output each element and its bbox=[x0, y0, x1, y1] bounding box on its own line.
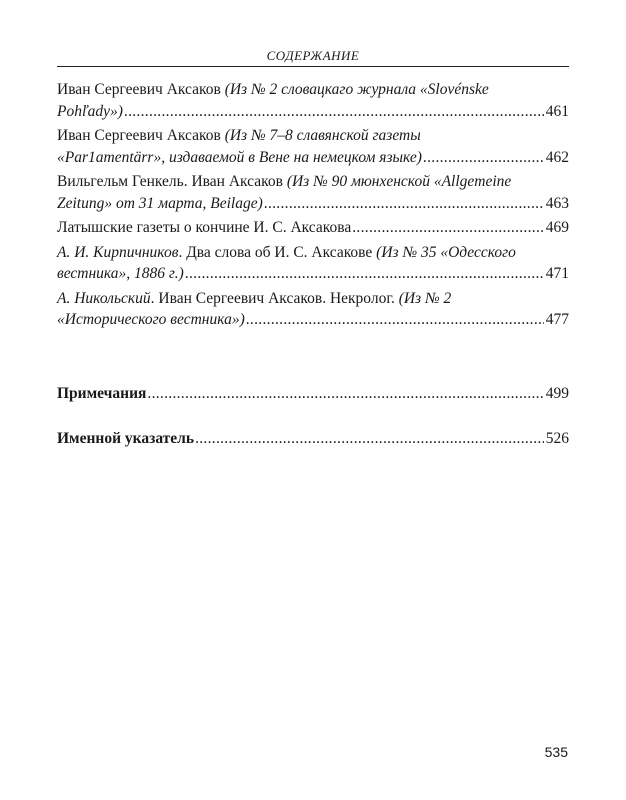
entry-line bbox=[57, 125, 569, 147]
entry-author-title: Иван Сергеевич Аксаков bbox=[57, 81, 225, 98]
dot-leader bbox=[246, 309, 544, 331]
entry-line bbox=[57, 171, 569, 193]
entry-source: (Из № 90 мюнхенской «Allgemeine bbox=[286, 173, 512, 190]
toc-entry-notes[interactable] bbox=[57, 383, 569, 405]
toc-entry[interactable] bbox=[57, 288, 569, 331]
running-header: СОДЕРЖАНИЕ bbox=[266, 48, 360, 63]
entry-author-title: Вильгельм Генкель. Иван Аксаков bbox=[57, 173, 287, 190]
entry-line-leader bbox=[57, 217, 569, 239]
dot-leader bbox=[264, 193, 544, 215]
table-of-contents bbox=[57, 79, 569, 453]
entry-line-leader bbox=[57, 101, 569, 123]
dot-leader bbox=[352, 217, 544, 239]
entry-line-leader bbox=[57, 383, 569, 405]
toc-entry[interactable] bbox=[57, 242, 569, 285]
page-number: 462 bbox=[545, 148, 569, 166]
entry-source: (Из № 2 bbox=[398, 289, 452, 307]
dot-leader bbox=[423, 147, 544, 169]
toc-entry[interactable] bbox=[57, 125, 569, 168]
index-title: Именной указатель bbox=[57, 430, 195, 447]
entry-source: (Из № 35 «Одесского bbox=[376, 243, 516, 261]
page-number: 526 bbox=[545, 430, 569, 447]
page-number-footer: 535 bbox=[544, 744, 568, 760]
entry-source-cont: вестника», 1886 г.) bbox=[57, 265, 184, 282]
entry-author-title: Иван Сергеевич Аксаков bbox=[57, 127, 225, 144]
entry-author: А. Никольский bbox=[57, 289, 151, 307]
entry-line-leader bbox=[57, 193, 569, 215]
entry-author-title: . Иван Сергеевич Аксаков. Некролог. bbox=[150, 289, 399, 307]
entry-source: (Из № 7–8 славянской газеты bbox=[224, 127, 421, 144]
page-number: 477 bbox=[545, 311, 569, 328]
entry-source-cont: «Исторического вестника») bbox=[57, 311, 245, 328]
dot-leader bbox=[147, 383, 543, 405]
page-number: 471 bbox=[545, 265, 569, 282]
dot-leader bbox=[124, 101, 544, 123]
notes-title: Примечания bbox=[57, 384, 147, 402]
entry-author-title: Латышские газеты о кончине И. С. Аксакова bbox=[57, 219, 352, 236]
dot-leader bbox=[195, 428, 544, 450]
page-number: 461 bbox=[545, 102, 569, 120]
entry-line bbox=[57, 288, 569, 310]
toc-entry-index[interactable] bbox=[57, 428, 569, 450]
toc-entry[interactable] bbox=[57, 171, 569, 214]
page-number: 469 bbox=[545, 219, 569, 236]
entry-author-title: . Два слова об И. С. Аксакове bbox=[178, 243, 377, 261]
entry-source-cont: «Par1amentärr», издаваемой в Вене на немецком языке) bbox=[57, 148, 422, 166]
entry-source-cont: Pohľady») bbox=[57, 102, 123, 120]
entry-line-leader bbox=[57, 147, 569, 169]
toc-entry[interactable] bbox=[57, 217, 569, 239]
entry-line bbox=[57, 242, 569, 264]
toc-entry[interactable] bbox=[57, 79, 569, 122]
page-number: 499 bbox=[545, 384, 569, 402]
page-number: 463 bbox=[545, 194, 569, 212]
entry-line bbox=[57, 79, 569, 101]
entry-source: (Из № 2 словацкаго журнала «Slovénske bbox=[224, 81, 489, 98]
dot-leader bbox=[185, 263, 544, 285]
entry-line-leader bbox=[57, 309, 569, 331]
entry-source-cont: Zeitung» от 31 марта, Beilage) bbox=[57, 194, 263, 212]
entry-line-leader bbox=[57, 428, 569, 450]
entry-line-leader bbox=[57, 263, 569, 285]
entry-author: А. И. Кирпичников bbox=[57, 243, 179, 261]
header-rule bbox=[57, 66, 569, 67]
